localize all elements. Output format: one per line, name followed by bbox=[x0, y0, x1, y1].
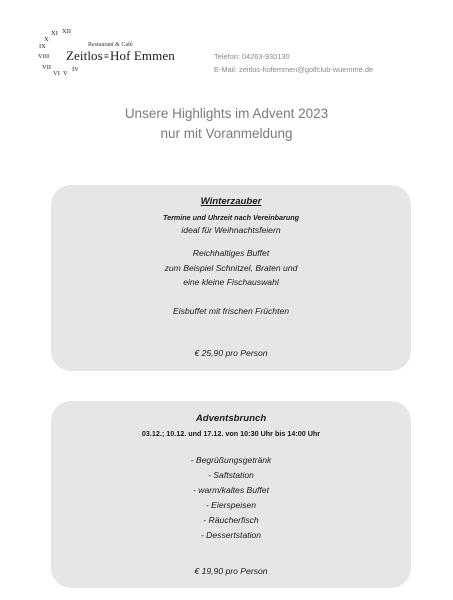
headline-note: nur mit Voranmeldung bbox=[160, 126, 293, 141]
winterzauber-title: Winterzauber bbox=[200, 196, 262, 207]
contact-email: E-Mail: zeitlos-hofemmen@golfclub-wuemme.de bbox=[214, 65, 374, 74]
brunch-item: - Saftstation bbox=[208, 470, 254, 480]
numeral-7: VII bbox=[42, 64, 52, 71]
adventsbrunch-title: Adventsbrunch bbox=[195, 413, 267, 424]
contact-phone: Telefon: 04263-930130 bbox=[214, 52, 290, 61]
restaurant-logo bbox=[32, 26, 175, 78]
contact-block bbox=[214, 50, 373, 76]
adventsbrunch-price: € 19,90 pro Person bbox=[194, 566, 268, 576]
winterzauber-ideal: ideal für Weihnachtsfeiern bbox=[181, 225, 281, 235]
brunch-item: - Eierspeisen bbox=[205, 500, 257, 510]
logo-separator: ≡ bbox=[103, 51, 109, 61]
headline-title: Unsere Highlights im Advent 2023 bbox=[124, 106, 329, 121]
numeral-12: XII bbox=[62, 28, 72, 35]
numeral-4: IV bbox=[72, 66, 79, 73]
winterzauber-buffet-3: eine kleine Fischauswahl bbox=[183, 277, 279, 287]
logo-name-right: Hof Emmen bbox=[110, 48, 175, 63]
numeral-8: VIII bbox=[38, 53, 50, 60]
numeral-10: X bbox=[44, 36, 49, 43]
winterzauber-subtitle: Termine und Uhrzeit nach Vereinbarung bbox=[162, 213, 300, 222]
brunch-item: - Räucherfisch bbox=[203, 515, 259, 525]
numeral-5: V bbox=[63, 70, 68, 77]
numeral-6: VI bbox=[53, 70, 60, 77]
winterzauber-eisbuffet: Eisbuffet mit frischen Früchten bbox=[172, 306, 290, 316]
adventsbrunch-card bbox=[51, 401, 411, 588]
winterzauber-buffet-2: zum Beispiel Schnitzel, Braten und bbox=[164, 263, 298, 273]
logo-name-left: Zeitlos bbox=[66, 48, 103, 63]
page-headline bbox=[0, 104, 453, 144]
numeral-9: IX bbox=[39, 43, 46, 50]
brunch-item: - Begrüßungsgetränk bbox=[190, 455, 272, 465]
adventsbrunch-dates: 03.12.; 10.12. und 17.12. von 10:30 Uhr bis 14:00 Uhr bbox=[141, 429, 321, 438]
numeral-11: XI bbox=[51, 30, 58, 37]
winterzauber-price: € 25,90 pro Person bbox=[194, 348, 268, 358]
winterzauber-buffet-1: Reichhaltiges Buffet bbox=[192, 248, 270, 258]
logo-wordmark bbox=[66, 48, 175, 64]
logo-tagline: Restaurant & Café bbox=[88, 42, 133, 48]
brunch-item: - Dessertstation bbox=[200, 530, 262, 540]
brunch-item: - warm/kaltes Buffet bbox=[193, 485, 269, 495]
winterzauber-card bbox=[51, 185, 411, 371]
